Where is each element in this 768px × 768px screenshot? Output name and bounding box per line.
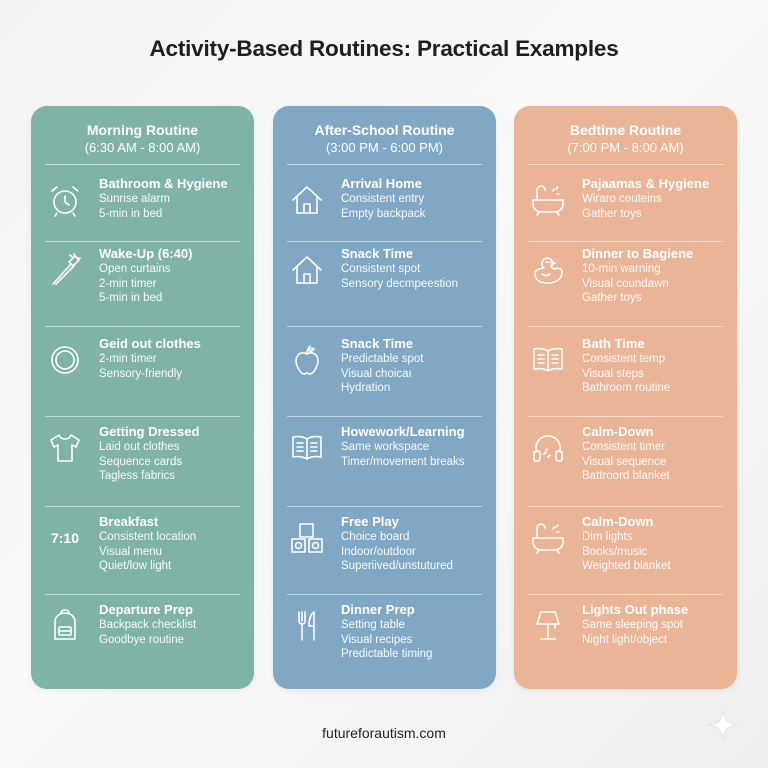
routine-item-text	[99, 514, 196, 574]
routine-item-detail: Superiived/unstutured	[341, 560, 453, 572]
routine-item-text	[582, 514, 671, 574]
routine-item-heading: Wake-Up (6:40)	[99, 246, 193, 261]
tshirt-icon	[45, 426, 85, 470]
bathtub-icon	[528, 178, 568, 222]
routine-item-heading: Calm-Down	[582, 514, 654, 529]
routine-item-heading: Geid out clothes	[99, 336, 201, 351]
routine-item-text	[582, 602, 688, 647]
routine-item-detail: Same workspace	[341, 441, 430, 453]
apple-icon	[287, 338, 327, 382]
after-school-routine-card	[273, 106, 496, 689]
routine-item-detail: 5-min in bed	[99, 207, 163, 220]
routine-item-heading: Calm-Down	[582, 424, 654, 439]
alarm-clock-icon	[45, 178, 85, 222]
open-book-icon	[528, 338, 568, 382]
routine-item-text	[582, 424, 670, 484]
routine-item-detail: Books/music	[582, 545, 648, 558]
toothbrush-icon	[45, 248, 85, 292]
headphones-icon	[528, 426, 568, 470]
routine-item-detail: Battroord blanket	[582, 470, 670, 482]
routine-item-heading: Dinner Prep	[341, 602, 415, 617]
routine-item-text	[99, 602, 196, 647]
routine-item-detail: Consistent spot	[341, 263, 421, 275]
item-divider	[528, 326, 723, 327]
routine-item-detail: Sequence cards	[99, 455, 183, 468]
routine-item-detail: Night light/object	[582, 633, 668, 646]
routine-item	[45, 424, 240, 484]
routine-item-detail: Laid out clothes	[99, 441, 180, 453]
routine-item-detail: Timer/movement breaks	[341, 455, 465, 468]
routine-item	[528, 246, 723, 306]
routine-item-heading: Bathroom & Hygiene	[99, 176, 228, 191]
header-divider	[528, 164, 723, 165]
item-divider	[45, 506, 240, 507]
routine-item	[528, 514, 723, 574]
open-book-icon	[287, 426, 327, 470]
routine-item-text	[341, 336, 423, 396]
routine-item-detail: Empty backpack	[341, 207, 426, 220]
routine-item-text	[99, 176, 228, 221]
column-title: Morning Routine	[86, 122, 199, 138]
routine-item-text	[582, 176, 709, 221]
item-divider	[45, 594, 240, 595]
item-divider	[287, 241, 482, 242]
routine-item-heading: Departure Prep	[99, 602, 193, 617]
routine-item	[528, 176, 723, 222]
routine-item-heading: Snack Time	[341, 246, 414, 261]
routine-item-heading: Snack Time	[341, 336, 414, 351]
routine-item	[528, 336, 723, 396]
routine-item	[528, 424, 723, 484]
routine-item-text	[341, 176, 425, 221]
routine-item-detail: Backpack checklist	[99, 619, 197, 631]
routine-item-detail: Open curtains	[99, 263, 171, 275]
routine-item-detail: Tagless fabrics	[99, 470, 176, 482]
header-divider	[287, 164, 482, 165]
routine-item-heading: Dinner to Bagiene	[582, 246, 694, 261]
column-time-range: (7:00 PM - 8:00 AM)	[567, 140, 684, 155]
routine-item-heading: Arrival Home	[341, 176, 422, 191]
column-header	[287, 106, 482, 164]
routine-item-detail: Gather toys	[582, 292, 642, 304]
routine-item-detail: Same sleeping spot	[582, 619, 684, 631]
routine-item	[287, 514, 482, 574]
item-divider	[528, 416, 723, 417]
routine-item-detail: Visual menu	[99, 545, 163, 558]
routine-item-detail: Indoor/outdoor	[341, 545, 416, 558]
routine-item-text	[99, 336, 201, 381]
item-divider	[287, 594, 482, 595]
routine-item	[287, 336, 482, 396]
routine-item-heading: Bath Time	[582, 336, 645, 351]
column-header	[45, 106, 240, 164]
sparkle-icon	[706, 708, 740, 742]
time-label: 7:10	[50, 530, 80, 546]
routine-item-detail: Wiraro couteins	[582, 193, 662, 205]
morning-routine-card	[31, 106, 254, 689]
routine-item-heading: Free Play	[341, 514, 399, 529]
column-title: Bedtime Routine	[569, 122, 682, 138]
item-divider	[287, 326, 482, 327]
routine-item-text	[341, 514, 453, 574]
routine-item-text	[341, 602, 432, 662]
routine-item	[45, 336, 240, 382]
routine-item-detail: Consistent entry	[341, 193, 425, 205]
clock-text	[45, 516, 85, 560]
routine-item-detail: Choice board	[341, 531, 410, 543]
routine-item-detail: Consistent temp	[582, 353, 666, 365]
routine-item-detail: Quiet/low light	[99, 560, 172, 572]
routine-item	[287, 246, 482, 292]
routine-item-text	[99, 424, 199, 484]
routine-item-heading: Howework/Learning	[341, 424, 465, 439]
routine-item-detail: Sensory decmpeestion	[341, 277, 458, 290]
routine-item-detail: Consistent location	[99, 531, 197, 543]
routine-item-detail: Visual coundawn	[582, 277, 669, 290]
routine-item-detail: Visual choicaı	[341, 367, 412, 380]
header-divider	[45, 164, 240, 165]
routine-item	[45, 602, 240, 648]
routine-item-text	[341, 424, 465, 469]
rubber-duck-icon	[528, 248, 568, 292]
routine-item	[45, 246, 240, 306]
routine-item-detail: Predictable timing	[341, 648, 433, 660]
routine-item-heading: Pajaamas & Hygiene	[582, 176, 710, 191]
toy-blocks-icon	[287, 516, 327, 560]
column-header	[528, 106, 723, 164]
routine-item-detail: Visual sequence	[582, 455, 667, 468]
plate-icon	[45, 338, 85, 382]
lamp-icon	[528, 604, 568, 648]
item-divider	[45, 416, 240, 417]
routine-item	[45, 514, 240, 574]
routine-item-text	[582, 336, 670, 396]
routine-item	[287, 176, 482, 222]
house-icon	[287, 248, 327, 292]
routine-item-heading: Getting Dressed	[99, 424, 200, 439]
routine-item-detail: Consistent timer	[582, 441, 666, 453]
routine-item-detail: Weighted blanket	[582, 560, 671, 572]
routine-item-detail: Sunrise alarm	[99, 193, 170, 205]
fork-knife-icon	[287, 604, 327, 648]
bedtime-routine-card	[514, 106, 737, 689]
footer-url: futureforautism.com	[322, 725, 446, 741]
routine-item-detail: Visual recipes	[341, 633, 413, 646]
routine-item	[528, 602, 723, 648]
routine-item-detail: Gather toys	[582, 207, 642, 220]
column-title: After-School Routine	[314, 122, 455, 138]
item-divider	[45, 241, 240, 242]
item-divider	[287, 506, 482, 507]
backpack-icon	[45, 604, 85, 648]
column-time-range: (3:00 PM - 6:00 PM)	[325, 140, 444, 155]
routine-item-detail: 2-min timer	[99, 277, 157, 290]
routine-item	[287, 602, 482, 662]
item-divider	[45, 326, 240, 327]
routine-item-text	[582, 246, 693, 306]
routine-item-detail: Sensory-friendly	[99, 367, 183, 380]
routine-item-detail: Hydration	[341, 382, 391, 394]
column-time-range: (6:30 AM - 8:00 AM)	[84, 140, 201, 155]
routine-item-heading: Lights Out phase	[582, 602, 689, 617]
routine-item-detail: Visual steps	[582, 367, 644, 380]
routine-item	[287, 424, 482, 470]
item-divider	[528, 594, 723, 595]
routine-item	[45, 176, 240, 222]
routine-item-detail: 2-min timer	[99, 353, 157, 365]
routine-item-detail: 5-min in bed	[99, 292, 163, 304]
page-title: Activity-Based Routines: Practical Examples	[149, 36, 619, 61]
routine-item-detail: Setting table	[341, 619, 405, 631]
routine-item-text	[341, 246, 458, 291]
routine-item-detail: 10-min warning	[582, 263, 661, 275]
item-divider	[287, 416, 482, 417]
routine-item-heading: Breakfast	[99, 514, 159, 529]
item-divider	[528, 506, 723, 507]
routine-item-detail: Predictable spot	[341, 353, 424, 365]
routine-item-detail: Goodbye routine	[99, 633, 185, 646]
house-icon	[287, 178, 327, 222]
routine-item-text	[99, 246, 192, 306]
routine-item-detail: Bathroom routine	[582, 382, 671, 394]
routine-item-detail: Dim lights	[582, 531, 633, 543]
bathtub-icon	[528, 516, 568, 560]
item-divider	[528, 241, 723, 242]
